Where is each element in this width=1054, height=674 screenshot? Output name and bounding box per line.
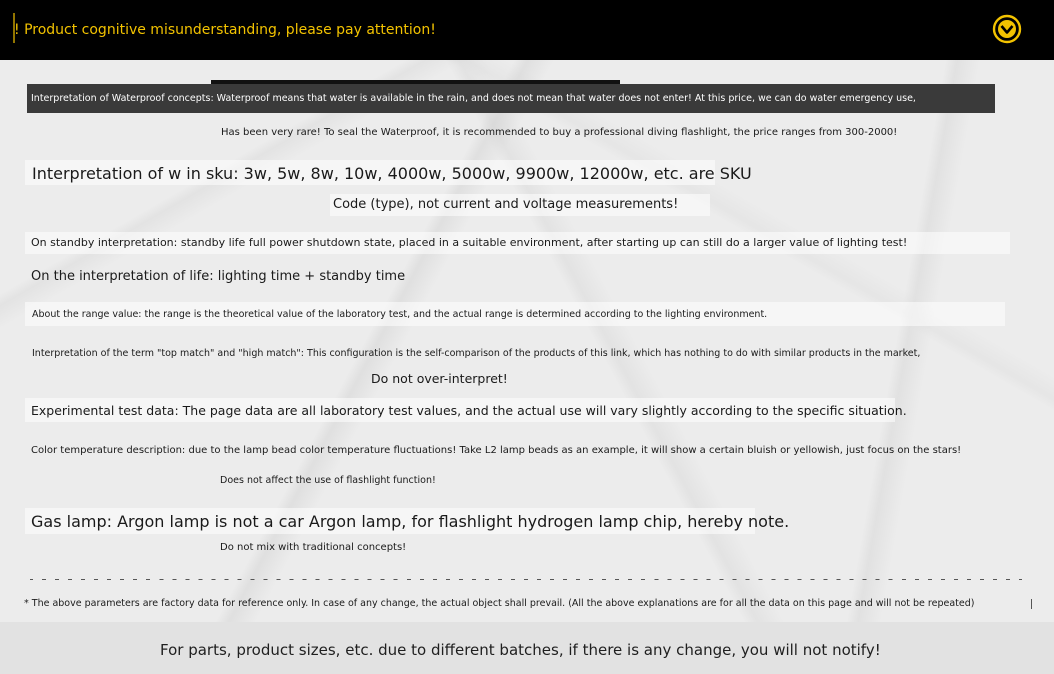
- chevron-down-circle-icon[interactable]: [992, 14, 1022, 44]
- footnote-edge-mark: [1031, 599, 1032, 609]
- color-temperature-note-line-2: Does not affect the use of flashlight function!: [220, 475, 436, 486]
- header-bar: [0, 0, 1054, 60]
- experimental-note: Experimental test data: The page data are all laboratory test values, and the actual use will vary slightly according to the specific situation.: [31, 403, 907, 418]
- gas-lamp-note-line-1: Gas lamp: Argon lamp is not a car Argon lamp, for flashlight hydrogen lamp chip, hereby note.: [31, 512, 790, 531]
- color-temperature-note-line-1: Color temperature description: due to the lamp bead color temperature fluctuations! Take L2 lamp beads as an example, it will show a certain bluish or yellowish, just focus on the stars!: [31, 445, 962, 456]
- bottom-notice: For parts, product sizes, etc. due to different batches, if there is any change, you will not notify!: [160, 641, 881, 659]
- standby-note: On standby interpretation: standby life full power shutdown state, placed in a suitable environment, after starting up can still do a larger value of lighting test!: [31, 236, 908, 249]
- match-note-line-2: Do not over-interpret!: [371, 371, 508, 386]
- waterproof-note-line-1: Interpretation of Waterproof concepts: Waterproof means that water is available in the rain, and does not mean that water does not enter! At this price, we can do water emergency use,: [31, 93, 916, 104]
- gas-lamp-note-line-2: Do not mix with traditional concepts!: [220, 542, 407, 553]
- life-note: On the interpretation of life: lighting time + standby time: [31, 269, 406, 284]
- marble-background: [0, 60, 1054, 622]
- range-note: About the range value: the range is the theoretical value of the laboratory test, and the actual range is determined according to the lighting environment.: [32, 309, 768, 320]
- waterproof-note-line-2: Has been very rare! To seal the Waterproof, it is recommended to buy a professional diving flashlight, the price ranges from 300-2000!: [221, 127, 898, 138]
- footnote: * The above parameters are factory data for reference only. In case of any change, the actual object shall prevail. (All the above explanations are for all the data on this page and will not be repeated): [24, 598, 975, 609]
- match-note-line-1: Interpretation of the term "top match" and "high match": This configuration is the self-comparison of the products of this link, which has nothing to do with similar products in the market,: [32, 348, 921, 359]
- sku-note-line-2: Code (type), not current and voltage measurements!: [333, 197, 679, 212]
- dashed-divider: [30, 579, 1022, 581]
- sku-note-line-1: Interpretation of w in sku: 3w, 5w, 8w, 10w, 4000w, 5000w, 9900w, 12000w, etc. are SKU: [32, 164, 752, 183]
- header-title: ! Product cognitive misunderstanding, please pay attention!: [14, 22, 436, 38]
